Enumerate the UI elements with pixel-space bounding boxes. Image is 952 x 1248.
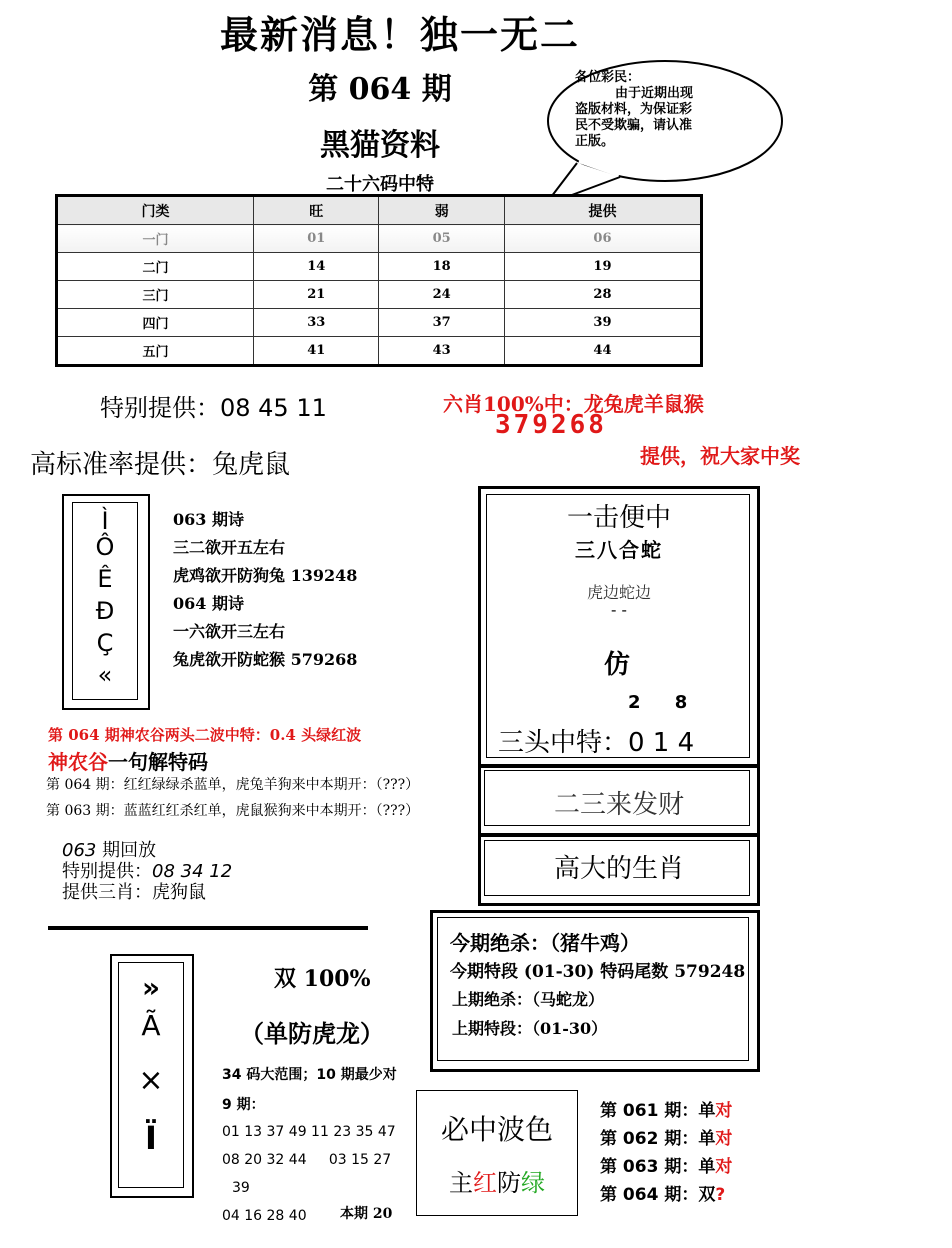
notice-text bbox=[575, 70, 735, 150]
shennong-line-064: 第 064 期：红红绿绿杀蓝单，虎兔羊狗来中本期开：（???） bbox=[46, 777, 420, 793]
glyph: × bbox=[138, 1063, 164, 1098]
hit-imitate: 仿 bbox=[604, 650, 631, 680]
number-table bbox=[55, 194, 703, 367]
wish-text: 提供，祝大家中奖 bbox=[640, 444, 800, 468]
table-cell: 19 bbox=[504, 253, 701, 281]
result-mark: ? bbox=[715, 1185, 726, 1205]
glyph: Ì bbox=[101, 507, 109, 535]
review-three bbox=[62, 882, 232, 903]
color-main: 主 bbox=[449, 1169, 473, 1197]
this-period: 本期 20 bbox=[340, 1206, 393, 1222]
kill-line: 上期绝杀：（马蛇龙） bbox=[452, 990, 605, 1009]
notice-line: 各位彩民： bbox=[575, 70, 641, 85]
review-three-vals: 虎狗鼠 bbox=[152, 882, 206, 903]
notice-line: 民不受欺骗，请认准 bbox=[575, 118, 693, 133]
table-cell: 一门 bbox=[57, 225, 254, 253]
range-line: 9 期： bbox=[222, 1097, 265, 1113]
hit-edge: 虎边蛇边 bbox=[586, 583, 651, 602]
poem-line: 虎鸡欲开防狗兔 139248 bbox=[173, 566, 358, 585]
poem-lines bbox=[173, 506, 357, 674]
number-line: 01 13 37 49 11 23 35 47 bbox=[222, 1124, 396, 1140]
table-cell: 二门 bbox=[57, 253, 254, 281]
high-standard-offer: 高标准率提供：兔虎鼠 bbox=[30, 450, 291, 480]
kill-line: 上期特段：（01-30） bbox=[452, 1019, 608, 1038]
six-zodiac: 六肖100%中：龙兔虎羊鼠猴 bbox=[443, 392, 704, 416]
three-head: 三头中特：0 1 4 bbox=[498, 728, 695, 758]
table-cell: 43 bbox=[379, 337, 504, 366]
review-special-nums: 08 34 12 bbox=[152, 861, 233, 882]
result-row bbox=[600, 1125, 732, 1153]
divider bbox=[48, 926, 368, 930]
glyph: Ï bbox=[145, 1119, 157, 1157]
glyph: Ã bbox=[141, 1009, 161, 1042]
review-special bbox=[62, 861, 232, 882]
notice-line: 盗版材料，为保证彩 bbox=[575, 102, 693, 117]
document-title: 黑猫资料 bbox=[320, 128, 440, 163]
table-cell: 五门 bbox=[57, 337, 254, 366]
table-cell: 21 bbox=[254, 281, 379, 309]
table-cell: 01 bbox=[254, 225, 379, 253]
table-row bbox=[57, 253, 702, 281]
table-cell: 三门 bbox=[57, 281, 254, 309]
table-header-row bbox=[57, 196, 702, 225]
result-row bbox=[600, 1097, 732, 1125]
poem-glyph-column bbox=[72, 502, 138, 700]
result-label: 第 061 期：单 bbox=[600, 1101, 716, 1121]
shennong-title bbox=[48, 746, 208, 775]
review-block bbox=[62, 840, 232, 903]
glyph: » bbox=[141, 971, 161, 1004]
table-cell: 41 bbox=[254, 337, 379, 366]
result-row bbox=[600, 1153, 732, 1181]
table-row bbox=[57, 309, 702, 337]
kill-line: 今期绝杀：（猪牛鸡） bbox=[450, 931, 640, 955]
glyph: Ð bbox=[95, 597, 115, 625]
review-three-label: 提供三肖： bbox=[62, 882, 152, 903]
review-title-text: 期回放 bbox=[96, 840, 157, 861]
number-line: 04 16 28 40 bbox=[222, 1208, 307, 1224]
kill-line: 今期特段 (01-30) 特码尾数 579248 bbox=[450, 962, 746, 982]
table-header: 门类 bbox=[57, 196, 254, 225]
six-numbers: 379268 bbox=[495, 410, 607, 440]
table-cell: 28 bbox=[504, 281, 701, 309]
wave-heading: 第 064 期神农谷两头二波中特：0.4 头绿红波 bbox=[48, 726, 362, 744]
range-text bbox=[222, 1060, 397, 1120]
color-guard: 防 bbox=[497, 1169, 521, 1197]
table-cell: 44 bbox=[504, 337, 701, 366]
number-line: 39 bbox=[232, 1180, 250, 1196]
results-list bbox=[600, 1097, 732, 1209]
notice-line: 正版。 bbox=[575, 134, 615, 149]
color-red: 红 bbox=[473, 1169, 497, 1197]
table-cell: 05 bbox=[379, 225, 504, 253]
table-row bbox=[57, 225, 702, 253]
number-line: 08 20 32 44 03 15 27 bbox=[222, 1152, 392, 1168]
table-cell: 四门 bbox=[57, 309, 254, 337]
poem-line: 063 期诗 bbox=[173, 510, 244, 529]
shennong-red: 神农谷 bbox=[48, 750, 108, 774]
shennong-rest: 一句解特码 bbox=[108, 750, 208, 774]
table-cell: 37 bbox=[379, 309, 504, 337]
review-special-label: 特别提供： bbox=[62, 861, 152, 882]
must-hit-title: 必中波色 bbox=[440, 1113, 553, 1146]
special-offer: 特别提供：08 45 11 bbox=[100, 394, 327, 422]
table-cell: 18 bbox=[379, 253, 504, 281]
table-row bbox=[57, 281, 702, 309]
result-mark: 对 bbox=[715, 1101, 733, 1121]
tall-zodiac-text: 高大的生肖 bbox=[553, 854, 684, 884]
poem-line: 兔虎欲开防蛇猴 579268 bbox=[173, 650, 358, 669]
table-header: 提供 bbox=[504, 196, 701, 225]
hit-numbers: 2 8 bbox=[628, 692, 688, 713]
must-hit-colors bbox=[416, 1163, 578, 1198]
glyph-column bbox=[118, 962, 184, 1188]
glyph: « bbox=[97, 661, 113, 689]
table-cell: 39 bbox=[504, 309, 701, 337]
shennong-line-063: 第 063 期：蓝蓝红红杀红单，虎鼠猴狗来中本期开：（???） bbox=[46, 803, 420, 819]
table-header: 弱 bbox=[379, 196, 504, 225]
hit-subtitle: 三八合蛇 bbox=[575, 538, 663, 562]
color-green: 绿 bbox=[521, 1169, 545, 1197]
result-label: 第 062 期：单 bbox=[600, 1129, 716, 1149]
range-line: 34 码大范围；10 期最少对 bbox=[222, 1067, 397, 1083]
table-cell: 14 bbox=[254, 253, 379, 281]
glyph: Ê bbox=[97, 565, 113, 593]
glyph: Ô bbox=[95, 533, 115, 561]
table-row bbox=[57, 337, 702, 366]
result-label: 第 063 期：单 bbox=[600, 1157, 716, 1177]
notice-line: 由于近期出现 bbox=[615, 86, 694, 101]
result-mark: 对 bbox=[715, 1129, 733, 1149]
table-cell: 33 bbox=[254, 309, 379, 337]
table-header: 旺 bbox=[254, 196, 379, 225]
result-mark: 对 bbox=[715, 1157, 733, 1177]
double-text: 双 100% bbox=[274, 966, 371, 992]
headline: 最新消息！独一无二 bbox=[219, 12, 580, 57]
glyph: Ç bbox=[96, 629, 114, 657]
hit-title: 一击便中 bbox=[566, 503, 671, 533]
review-title bbox=[62, 840, 232, 861]
poem-line: 一六欲开三左右 bbox=[173, 622, 286, 641]
hit-dash: - - bbox=[611, 600, 627, 619]
issue-number: 第 064 期 bbox=[308, 72, 452, 107]
poem-line: 064 期诗 bbox=[173, 594, 244, 613]
fortune-text: 二三来发财 bbox=[553, 790, 684, 820]
result-row bbox=[600, 1181, 732, 1209]
table-cell: 06 bbox=[504, 225, 701, 253]
review-num: 063 bbox=[62, 840, 97, 861]
result-label: 第 064 期：双 bbox=[600, 1185, 716, 1205]
guard-text: （单防虎龙） bbox=[240, 1019, 384, 1048]
poem-line: 三二欲开五左右 bbox=[173, 538, 286, 557]
table-caption: 二十六码中特 bbox=[326, 174, 434, 195]
table-cell: 24 bbox=[379, 281, 504, 309]
